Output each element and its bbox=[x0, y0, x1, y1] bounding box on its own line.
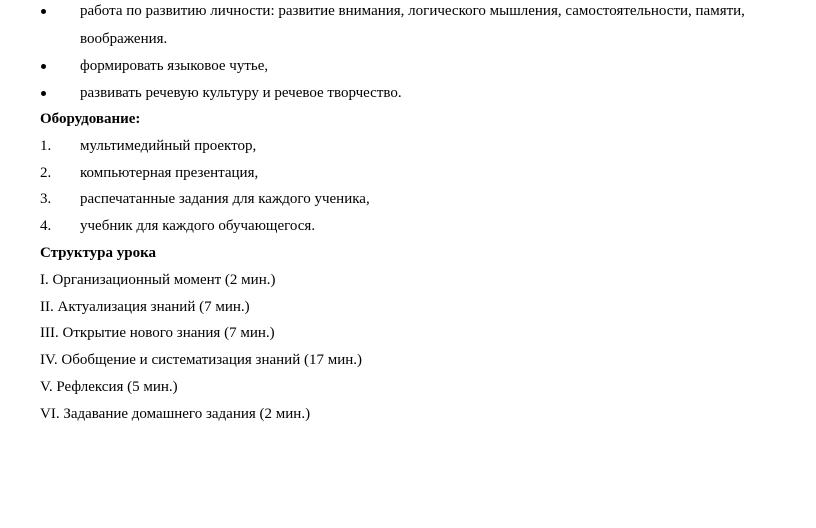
equipment-item-text: мультимедийный проектор, bbox=[80, 138, 257, 154]
equipment-item-text: распечатанные задания для каждого ученика, bbox=[80, 191, 370, 207]
bullet-icon bbox=[41, 64, 46, 69]
bullet-item-1-line-1: работа по развитию личности: развитие внимания, логического мышления, самостоятельности, памяти, bbox=[80, 3, 745, 19]
equipment-item-number: 2. bbox=[40, 165, 52, 181]
structure-heading: Структура урока bbox=[40, 245, 156, 261]
bullet-item-2: формировать языковое чутье, bbox=[80, 58, 269, 74]
equipment-heading: Оборудование: bbox=[40, 111, 141, 127]
structure-stage: I. Организационный момент (2 мин.) bbox=[40, 272, 276, 288]
structure-stage: III. Открытие нового знания (7 мин.) bbox=[40, 325, 275, 341]
equipment-item-number: 1. bbox=[40, 138, 52, 154]
structure-stage: II. Актуализация знаний (7 мин.) bbox=[40, 299, 250, 315]
structure-stage: VI. Задавание домашнего задания (2 мин.) bbox=[40, 406, 311, 422]
equipment-item-number: 3. bbox=[40, 191, 52, 207]
bullet-item-3: развивать речевую культуру и речевое творчество. bbox=[80, 85, 402, 101]
structure-stage: V. Рефлексия (5 мин.) bbox=[40, 379, 178, 395]
bullet-icon bbox=[41, 91, 46, 96]
bullet-icon bbox=[41, 9, 46, 14]
bullet-item-1-line-2: воображения. bbox=[80, 31, 168, 47]
equipment-item-text: учебник для каждого обучающегося. bbox=[80, 218, 316, 234]
structure-stage: IV. Обобщение и систематизация знаний (17 мин.) bbox=[40, 352, 363, 368]
equipment-item-text: компьютерная презентация, bbox=[80, 165, 259, 181]
equipment-item-number: 4. bbox=[40, 218, 52, 234]
